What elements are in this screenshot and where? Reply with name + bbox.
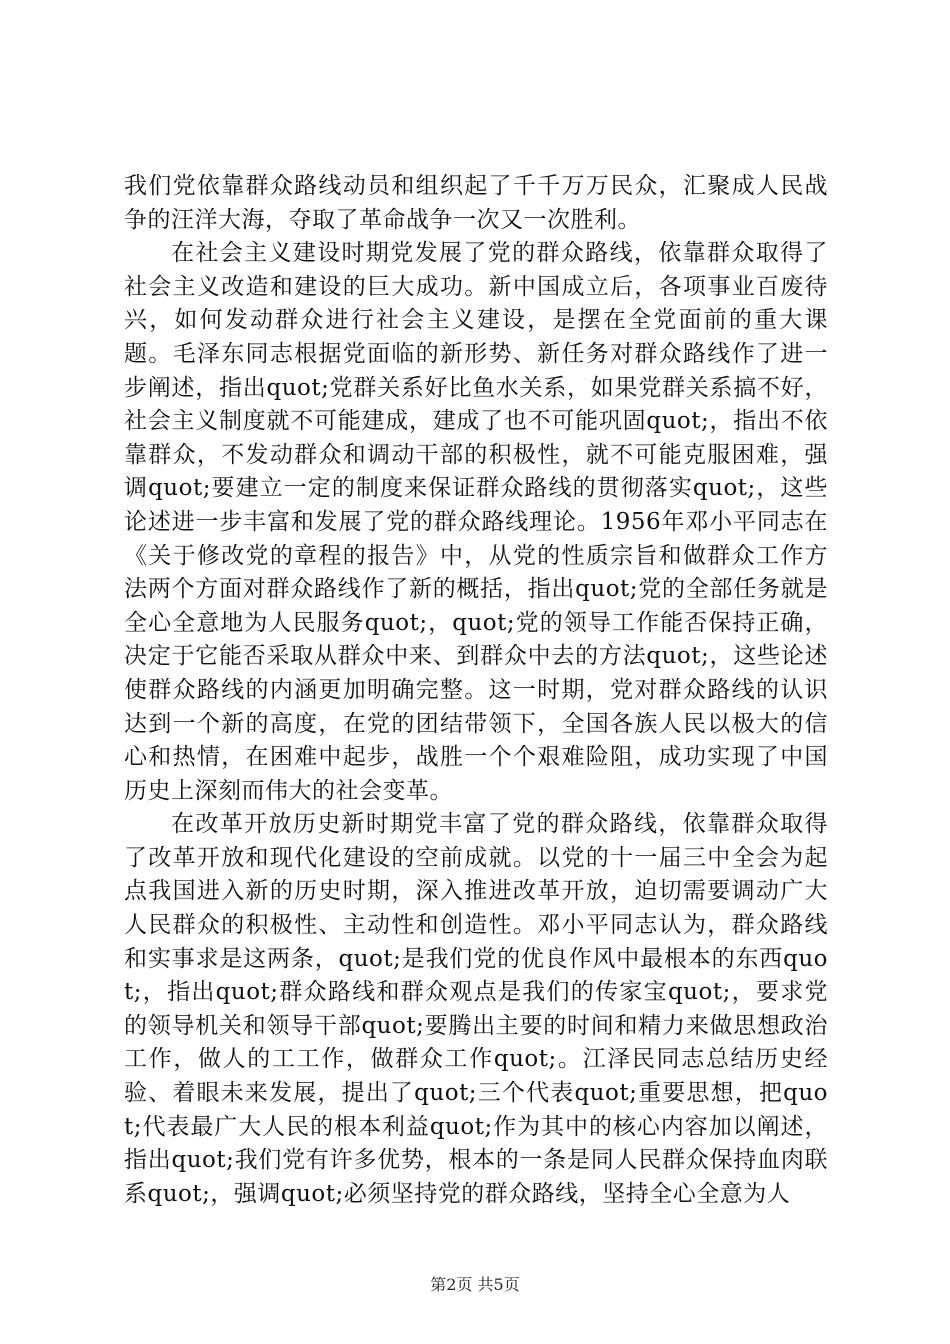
body-text: [124, 170, 828, 1211]
page-footer: 第2页 共5页: [430, 1275, 520, 1294]
paragraph-1: 我们党依靠群众路线动员和组织起了千千万万民众，汇聚成人民战争的汪洋大海，夺取了革命战争一次又一次胜利。: [124, 173, 828, 233]
paragraph-2: 在社会主义建设时期党发展了党的群众路线，依靠群众取得了社会主义改造和建设的巨大成功。新中国成立后，各项事业百废待兴，如何发动群众进行社会主义建设，是摆在全党面前的重大课题。毛泽东同志根据党面临的新形势、新任务对群众路线作了进一步阐述，指出quot;党群关系好比鱼水关系，如果党群关系搞不好，社会主义制度就不可能建成，建成了也不可能巩固quot;，指出不依靠群众，不发动群众和调动干部的积极性，就不可能克服困难，强调quot;要建立一定的制度来保证群众路线的贯彻落实quot;，这些论述进一步丰富和发展了党的群众路线理论。1956年邓小平同志在《关于修改党的章程的报告》中，从党的性质宗旨和做群众工作方法两个方面对群众路线作了新的概括，指出quot;党的全部任务就是全心全意地为人民服务quot;，quot;党的领导工作能否保持正确，决定于它能否采取从群众中来、到群众中去的方法quot;，这些论述使群众路线的内涵更加明确完整。这一时期，党对群众路线的认识达到一个新的高度，在党的团结带领下，全国各族人民以极大的信心和热情，在困难中起步，战胜一个个艰难险阻，成功实现了中国历史上深刻而伟大的社会变革。: [124, 240, 828, 804]
paragraph-3: 在改革开放历史新时期党丰富了党的群众路线，依靠群众取得了改革开放和现代化建设的空前成就。以党的十一届三中全会为起点我国进入新的历史时期，深入推进改革开放，迫切需要调动广大人民群众的积极性、主动性和创造性。邓小平同志认为，群众路线和实事求是这两条，quot;是我们党的优良作风中最根本的东西quot;，指出quot;群众路线和群众观点是我们的传家宝quot;，要求党的领导机关和领导干部quot;要腾出主要的时间和精力来做思想政治工作，做人的工工作，做群众工作quot;。江泽民同志总结历史经验、着眼未来发展，提出了quot;三个代表quot;重要思想，把quot;代表最广大人民的根本利益quot;作为其中的核心内容加以阐述，指出quot;我们党有许多优势，根本的一条是同人民群众保持血肉联系quot;，强调quot;必须坚持党的群众路线，坚持全心全意为人: [124, 811, 828, 1207]
